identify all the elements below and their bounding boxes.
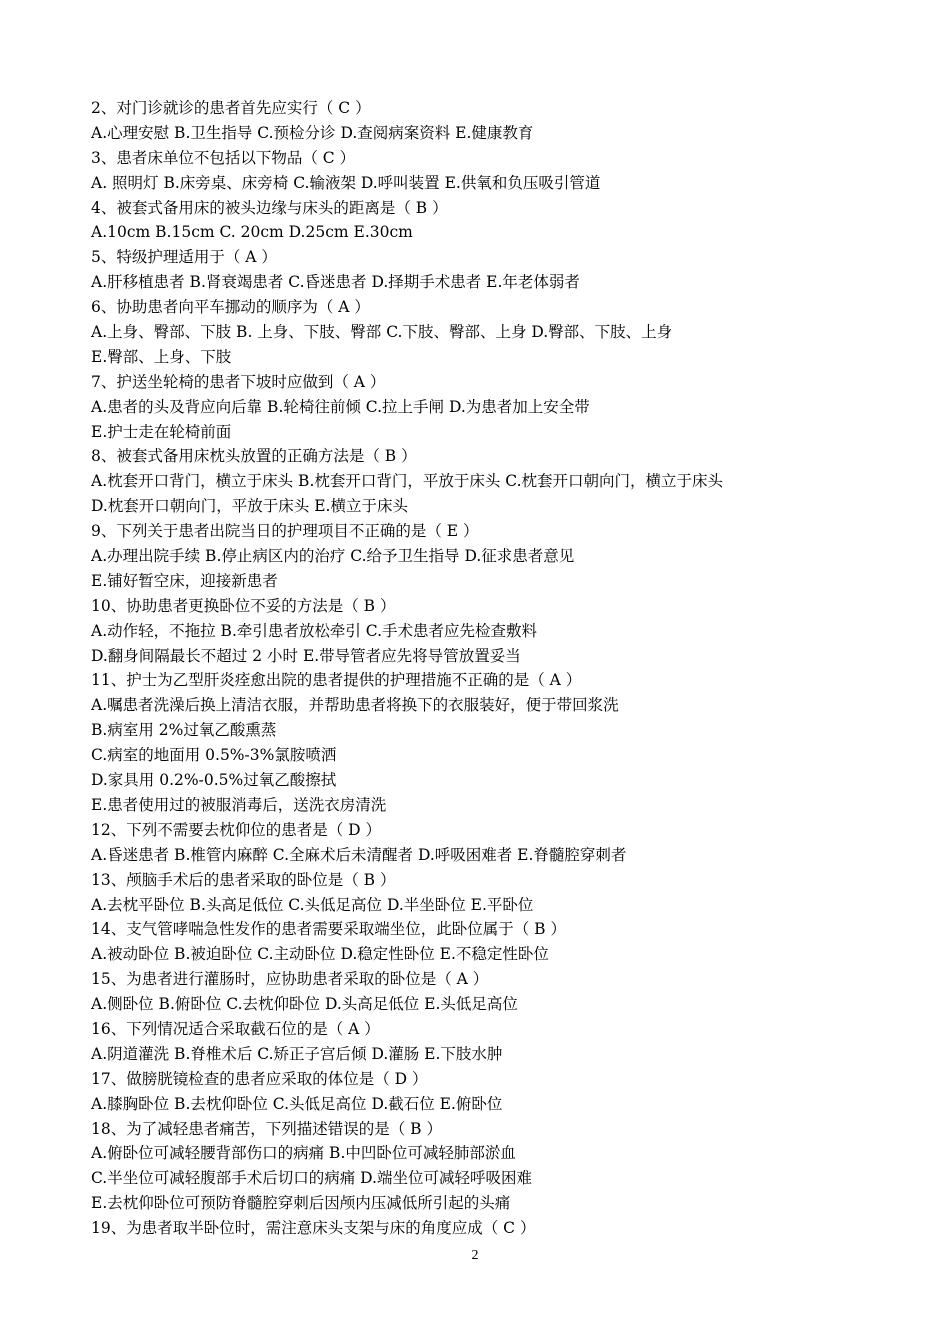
text-line: E.护士走在轮椅前面 bbox=[91, 422, 232, 441]
text-line: 10、协助患者更换卧位不妥的方法是（ B ） bbox=[91, 596, 396, 615]
text-line: A.上身、臀部、下肢 B. 上身、下肢、臀部 C.下肢、臀部、上身 D.臀部、下肢、上身 bbox=[91, 323, 673, 342]
text-line: 8、被套式备用床枕头放置的正确方法是（ B ） bbox=[91, 447, 417, 466]
text-line: D.家具用 0.2%-0.5%过氧乙酸擦拭 bbox=[91, 771, 337, 790]
text-line: 18、为了减轻患者痛苦，下列描述错误的是（ B ） bbox=[91, 1119, 442, 1138]
text-line: A.侧卧位 B.俯卧位 C.去枕仰卧位 D.头高足低位 E.头低足高位 bbox=[91, 995, 518, 1014]
text-line: C.半坐位可减轻腹部手术后切口的病痛 D.端坐位可减轻呼吸困难 bbox=[91, 1169, 532, 1188]
text-line: E.患者使用过的被服消毒后，送洗衣房清洗 bbox=[91, 795, 387, 814]
text-line: 13、颅脑手术后的患者采取的卧位是（ B ） bbox=[91, 870, 396, 889]
text-line: A.嘱患者洗澡后换上清洁衣服，并帮助患者将换下的衣服装好，便于带回浆洗 bbox=[91, 696, 619, 715]
text-line: 12、下列不需要去枕仰位的患者是（ D ） bbox=[91, 820, 382, 839]
text-line: 4、被套式备用床的被头边缘与床头的距离是（ B ） bbox=[91, 198, 448, 217]
text-line: 14、支气管哮喘急性发作的患者需要采取端坐位，此卧位属于（ B ） bbox=[91, 920, 566, 939]
text-line: A.办理出院手续 B.停止病区内的治疗 C.给予卫生指导 D.征求患者意见 bbox=[91, 547, 575, 566]
text-line: A.动作轻，不拖拉 B.牵引患者放松牵引 C.手术患者应先检查敷料 bbox=[91, 621, 538, 640]
text-line: E.去枕仰卧位可预防脊髓腔穿刺后因颅内压减低所引起的头痛 bbox=[91, 1194, 511, 1213]
text-line: A.患者的头及背应向后靠 B.轮椅往前倾 C.拉上手闸 D.为患者加上安全带 bbox=[91, 397, 590, 416]
text-line: D.翻身间隔最长不超过 2 小时 E.带导管者应先将导管放置妥当 bbox=[91, 646, 521, 665]
text-line: A.10cm B.15cm C. 20cm D.25cm E.30cm bbox=[91, 223, 413, 242]
text-line: C.病室的地面用 0.5%-3%氯胺喷洒 bbox=[91, 746, 337, 765]
text-line: A.去枕平卧位 B.头高足低位 C.头低足高位 D.半坐卧位 E.平卧位 bbox=[91, 895, 534, 914]
text-line: E.臀部、上身、下肢 bbox=[91, 347, 232, 366]
text-line: A.被动卧位 B.被迫卧位 C.主动卧位 D.稳定性卧位 E.不稳定性卧位 bbox=[91, 945, 549, 964]
text-line: A.膝胸卧位 B.去枕仰卧位 C.头低足高位 D.截石位 E.俯卧位 bbox=[91, 1094, 503, 1113]
text-line: 17、做膀胱镜检查的患者应采取的体位是（ D ） bbox=[91, 1069, 428, 1088]
text-line: 16、下列情况适合采取截石位的是（ A ） bbox=[91, 1019, 380, 1038]
text-line: 19、为患者取半卧位时，需注意床头支架与床的角度应成（ C ） bbox=[91, 1219, 536, 1238]
question-list bbox=[91, 96, 881, 1241]
text-line: 11、护士为乙型肝炎痊愈出院的患者提供的护理措施不正确的是（ A ） bbox=[91, 671, 582, 690]
text-line: A.枕套开口背门，横立于床头 B.枕套开口背门，平放于床头 C.枕套开口朝向门，横立于床头 bbox=[91, 472, 724, 491]
text-line: A.阴道灌洗 B.脊椎术后 C.矫正子宫后倾 D.灌肠 E.下肢水肿 bbox=[91, 1044, 503, 1063]
text-line: 3、患者床单位不包括以下物品（ C ） bbox=[91, 148, 356, 167]
text-line: A.昏迷患者 B.椎管内麻醉 C.全麻术后未清醒者 D.呼吸困难者 E.脊髓腔穿刺者 bbox=[91, 845, 627, 864]
text-line: B.病室用 2%过氧乙酸熏蒸 bbox=[91, 721, 277, 740]
text-line: A.肝移植患者 B.肾衰竭患者 C.昏迷患者 D.择期手术患者 E.年老体弱者 bbox=[91, 273, 580, 292]
text-line: 7、护送坐轮椅的患者下坡时应做到（ A ） bbox=[91, 372, 386, 391]
text-line: 15、为患者进行灌肠时，应协助患者采取的卧位是（ A ） bbox=[91, 970, 489, 989]
text-line: 9、下列关于患者出院当日的护理项目不正确的是（ E ） bbox=[91, 522, 479, 541]
text-line: 2、对门诊就诊的患者首先应实行（ C ） bbox=[91, 99, 371, 117]
text-line: 6、协助患者向平车挪动的顺序为（ A ） bbox=[91, 298, 370, 317]
text-line: A. 照明灯 B.床旁桌、床旁椅 C.输液架 D.呼叫装置 E.供氧和负压吸引管道 bbox=[91, 173, 601, 192]
text-line: E.铺好暂空床，迎接新患者 bbox=[91, 571, 278, 590]
text-line: A.俯卧位可减轻腰背部伤口的病痛 B.中凹卧位可减轻肺部淤血 bbox=[91, 1144, 516, 1163]
text-line: D.枕套开口朝向门，平放于床头 E.横立于床头 bbox=[91, 497, 408, 516]
text-line: 5、特级护理适用于（ A ） bbox=[91, 248, 277, 267]
text-line: A.心理安慰 B.卫生指导 C.预检分诊 D.查阅病案资料 E.健康教育 bbox=[91, 123, 534, 142]
page-number: 2 bbox=[471, 1248, 479, 1263]
